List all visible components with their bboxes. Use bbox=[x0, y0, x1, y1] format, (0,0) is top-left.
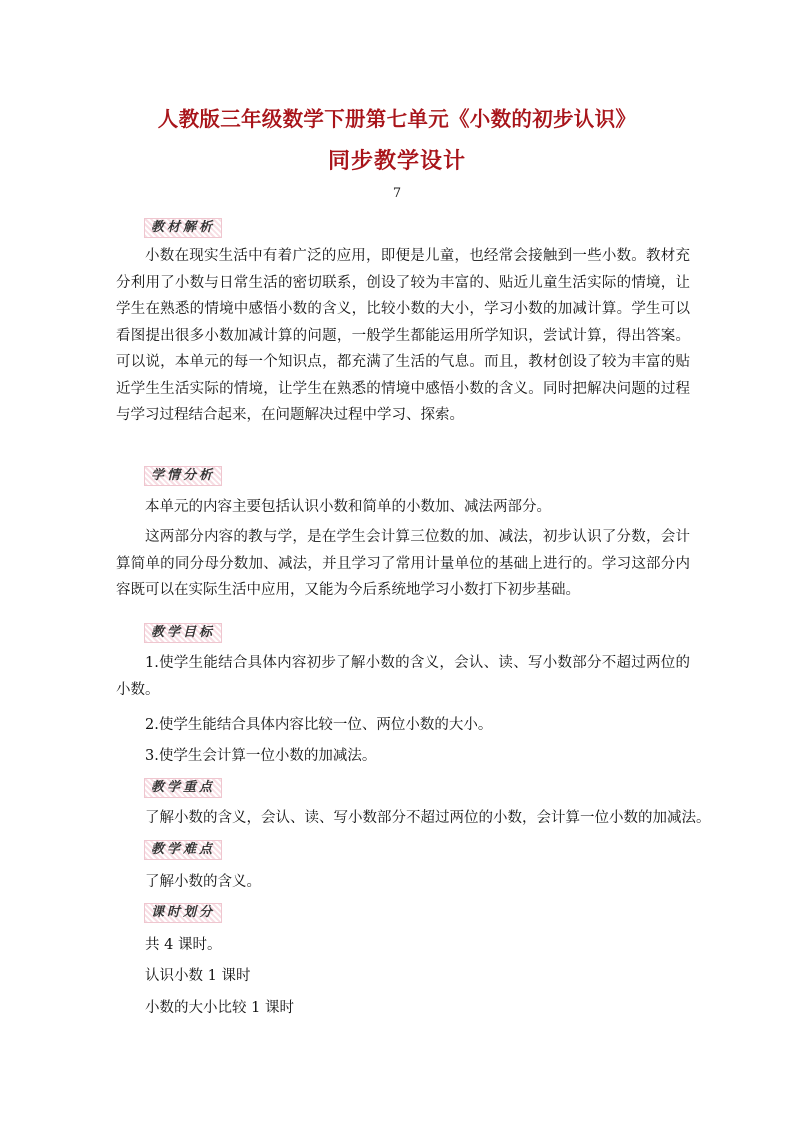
teaching-goal-3: 3.使学生会计算一位小数的加减法。 bbox=[145, 748, 377, 764]
section-heading-key-points: 教学重点 bbox=[144, 778, 222, 798]
section-heading-difficult-points: 教学难点 bbox=[144, 840, 222, 860]
document-subtitle: 同步教学设计 bbox=[327, 148, 466, 174]
section-heading-teaching-goals: 教学目标 bbox=[144, 623, 222, 643]
lesson-item-1: 认识小数 1 课时 bbox=[145, 968, 251, 984]
student-analysis-paragraph-1: 本单元的内容主要包括认识小数和简单的小数加、减法两部分。 bbox=[145, 499, 551, 515]
lesson-item-2: 小数的大小比较 1 课时 bbox=[145, 1000, 294, 1016]
page-number: 7 bbox=[392, 186, 402, 201]
section-heading-lesson-division: 课时划分 bbox=[144, 903, 222, 923]
document-title: 人教版三年级数学下册第七单元《小数的初步认识》 bbox=[157, 107, 637, 131]
student-analysis-paragraph-2: 这两部分内容的教与学，是在学生会计算三位数的加、减法，初步认识了分数，会计算简单的同分母分数加、减法，并且学习了常用计量单位的基础上进行的。学习这部分内容既可以在实际生活中应用，又能为今后系统地学习小数打下初步基础。 bbox=[116, 529, 690, 598]
teaching-goal-1: 1.使学生能结合具体内容初步了解小数的含义，会认、读、写小数部分不超过两位的小数。 bbox=[116, 655, 690, 698]
textbook-analysis-paragraph: 小数在现实生活中有着广泛的应用，即便是儿童，也经常会接触到一些小数。教材充分利用了小数与日常生活的密切联系，创设了较为丰富的、贴近儿童生活实际的情境，让学生在熟悉的情境中感悟小数的含义，比较小数的大小，学习小数的加减计算。学生可以看图提出很多小数加减计算的问题，一般学生都能运用所学知识，尝试计算，得出答案。可以说，本单元的每一个知识点，都充满了生活的气息。而且，教材创设了较为丰富的贴近学生生活实际的情境，让学生在熟悉的情境中感悟小数的含义。同时把解决问题的过程与学习过程结合起来，在问题解决过程中学习、探索。 bbox=[116, 248, 690, 423]
teaching-goal-2: 2.使学生能结合具体内容比较一位、两位小数的大小。 bbox=[145, 717, 493, 733]
difficult-points-text: 了解小数的含义。 bbox=[145, 874, 261, 890]
key-points-text: 了解小数的含义，会认、读、写小数部分不超过两位的小数，会计算一位小数的加减法。 bbox=[145, 810, 711, 826]
lesson-total: 共 4 课时。 bbox=[145, 937, 222, 953]
section-heading-textbook-analysis: 教材解析 bbox=[144, 218, 222, 238]
section-heading-student-analysis: 学情分析 bbox=[144, 466, 222, 486]
